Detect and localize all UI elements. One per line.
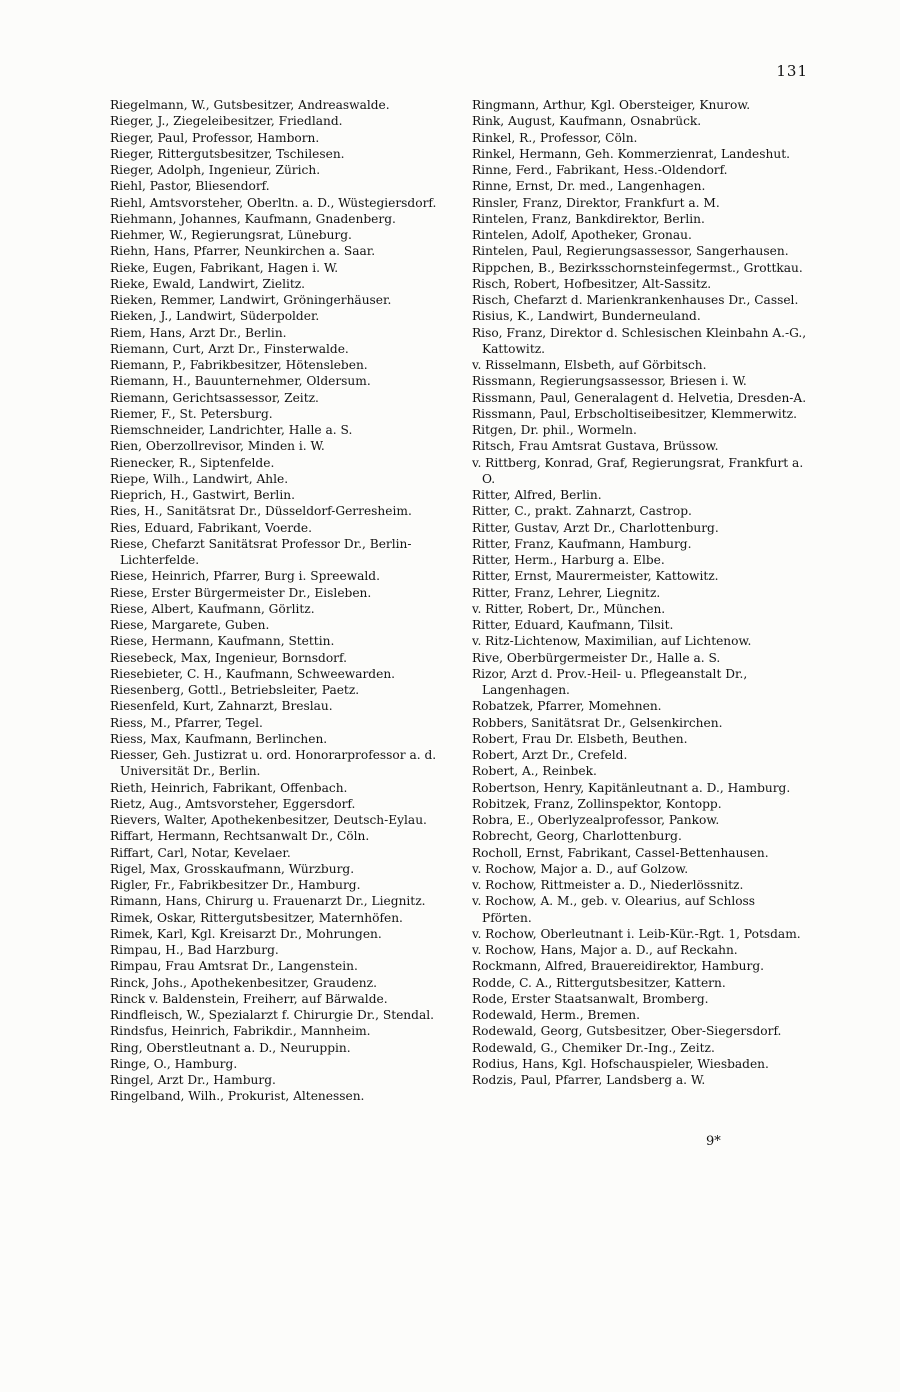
directory-entry: Riehmer, W., Regierungsrat, Lüneburg. (110, 228, 352, 242)
directory-entry: Rieken, J., Landwirt, Süderpolder. (110, 309, 320, 324)
directory-entry: Ritter, Alfred, Berlin. (472, 488, 602, 502)
directory-entry: Ringelband, Wilh., Prokurist, Altenessen. (110, 1089, 365, 1104)
directory-entry: Rissmann, Regierungsassessor, Briesen i. W. (472, 374, 747, 389)
directory-entry: Riesenfeld, Kurt, Zahnarzt, Breslau. (110, 699, 333, 714)
directory-entry: Ries, H., Sanitätsrat Dr., Düsseldorf-Gerresheim. (110, 504, 412, 519)
directory-entry: v. Rochow, Oberleutnant i. Leib-Kür.-Rgt. 1, Potsdam. (472, 926, 801, 941)
directory-entry: Ringe, O., Hamburg. (110, 1056, 238, 1071)
left-column (110, 97, 446, 1105)
directory-entry: Ritsch, Frau Amtsrat Gustava, Brüssow. (472, 439, 719, 454)
directory-entry: Robrecht, Georg, Charlottenburg. (472, 829, 682, 844)
directory-entry: v. Rochow, A. M., geb. v. Olearius, auf Schloss Pförten. (472, 894, 756, 925)
directory-entry: Riese, Chefarzt Sanitätsrat Professor Dr., Berlin-Lichterfelde. (110, 536, 412, 567)
directory-entry: Riesenberg, Gottl., Betriebsleiter, Paetz. (110, 683, 360, 697)
directory-entry: Riehl, Pastor, Bliesendorf. (110, 179, 270, 194)
directory-entry: Ritter, Eduard, Kaufmann, Tilsit. (472, 618, 674, 632)
directory-entry: Riepe, Wilh., Landwirt, Ahle. (110, 471, 289, 486)
directory-entry: Rive, Oberbürgermeister Dr., Halle a. S. (472, 650, 721, 665)
right-column (472, 97, 808, 1088)
directory-entry: Rode, Erster Staatsanwalt, Bromberg. (472, 991, 709, 1006)
directory-entry: Rieprich, H., Gastwirt, Berlin. (110, 488, 295, 502)
directory-entry: Riemann, Gerichtsassessor, Zeitz. (110, 390, 319, 405)
directory-entry: Ritgen, Dr. phil., Wormeln. (472, 423, 637, 437)
directory-entry: Robert, Arzt Dr., Crefeld. (472, 748, 628, 762)
directory-entry: Rieke, Eugen, Fabrikant, Hagen i. W. (110, 260, 339, 275)
directory-entry: Riesser, Geh. Justizrat u. ord. Honorarprofessor a. d. Universität Dr., Berlin. (110, 748, 437, 779)
directory-entry: Riesebeck, Max, Ingenieur, Bornsdorf. (110, 650, 347, 665)
directory-entry: Rissmann, Paul, Generalagent d. Helvetia, Dresden-A. (472, 390, 807, 405)
directory-entry: Rindsfus, Heinrich, Fabrikdir., Mannheim. (110, 1024, 371, 1039)
directory-entry: Riem, Hans, Arzt Dr., Berlin. (110, 325, 287, 340)
directory-entry: Riese, Hermann, Kaufmann, Stettin. (110, 634, 335, 649)
page-signature: 9* (706, 1134, 721, 1149)
directory-entry: Rissmann, Paul, Erbscholtiseibesitzer, Klemmerwitz. (472, 406, 797, 421)
directory-entry: Rieke, Ewald, Landwirt, Zielitz. (110, 276, 306, 291)
directory-entry: Rievers, Walter, Apothekenbesitzer, Deutsch-Eylau. (110, 813, 427, 827)
directory-entry: Robert, Frau Dr. Elsbeth, Beuthen. (472, 731, 688, 746)
directory-entry: Ringmann, Arthur, Kgl. Obersteiger, Knurow. (472, 98, 751, 112)
directory-entry: Ritter, Herm., Harburg a. Elbe. (472, 553, 665, 567)
directory-entry: Riemann, H., Bauunternehmer, Oldersum. (110, 374, 371, 389)
directory-entry: Rinck, Johs., Apothekenbesitzer, Graudenz. (110, 975, 377, 990)
directory-entry: Risch, Robert, Hofbesitzer, Alt-Sassitz. (472, 276, 712, 291)
directory-entry: Riese, Erster Bürgermeister Dr., Eisleben. (110, 585, 372, 600)
directory-entry: Ritter, C., prakt. Zahnarzt, Castrop. (472, 504, 692, 519)
directory-entry: Rodzis, Paul, Pfarrer, Landsberg a. W. (472, 1073, 706, 1087)
directory-entry: v. Rochow, Major a. D., auf Golzow. (472, 861, 689, 876)
directory-entry: Rigel, Max, Grosskaufmann, Würzburg. (110, 861, 355, 876)
directory-entry: Robert, A., Reinbek. (472, 764, 597, 779)
directory-entry: Riemann, P., Fabrikbesitzer, Hötensleben. (110, 358, 368, 372)
directory-entry: v. Rochow, Hans, Major a. D., auf Reckahn. (472, 943, 738, 957)
directory-entry: Rintelen, Franz, Bankdirektor, Berlin. (472, 211, 705, 226)
directory-entry: Robatzek, Pfarrer, Momehnen. (472, 699, 662, 714)
directory-entry: Rinkel, Hermann, Geh. Kommerzienrat, Landeshut. (472, 146, 790, 161)
directory-entry: Rodius, Hans, Kgl. Hofschauspieler, Wiesbaden. (472, 1056, 769, 1071)
directory-entry: Riegelmann, W., Gutsbesitzer, Andreaswalde. (110, 98, 390, 112)
directory-entry: Ritter, Gustav, Arzt Dr., Charlottenburg. (472, 520, 719, 535)
directory-entry: Rieth, Heinrich, Fabrikant, Offenbach. (110, 780, 348, 795)
directory-entry: Rimpau, H., Bad Harzburg. (110, 943, 279, 957)
directory-entry: Rockmann, Alfred, Brauereidirektor, Hamburg. (472, 959, 765, 974)
directory-entry: Robertson, Henry, Kapitänleutnant a. D., Hamburg. (472, 780, 791, 795)
directory-entry: Riemer, F., St. Petersburg. (110, 406, 273, 421)
directory-entry: Riess, Max, Kaufmann, Berlinchen. (110, 731, 328, 746)
directory-entry: v. Ritter, Robert, Dr., München. (472, 601, 666, 616)
directory-entry: Rimpau, Frau Amtsrat Dr., Langenstein. (110, 959, 358, 974)
directory-entry: Rinsler, Franz, Direktor, Frankfurt a. M. (472, 195, 720, 210)
directory-entry: Riemschneider, Landrichter, Halle a. S. (110, 423, 353, 437)
directory-entry: Rippchen, B., Bezirksschornsteinfegermst., Grottkau. (472, 260, 803, 275)
directory-entry: Riffart, Carl, Notar, Kevelaer. (110, 845, 291, 860)
directory-entry: Ritter, Franz, Lehrer, Liegnitz. (472, 585, 661, 600)
directory-entry: Rinne, Ernst, Dr. med., Langenhagen. (472, 179, 706, 194)
directory-entry: Rieger, Adolph, Ingenieur, Zürich. (110, 163, 321, 177)
directory-entry: Riehmann, Johannes, Kaufmann, Gnadenberg. (110, 211, 396, 226)
directory-entry: Rinkel, R., Professor, Cöln. (472, 130, 638, 145)
directory-entry: Rocholl, Ernst, Fabrikant, Cassel-Bettenhausen. (472, 845, 769, 860)
directory-entry: Rien, Oberzollrevisor, Minden i. W. (110, 439, 325, 454)
directory-entry: Ritter, Ernst, Maurermeister, Kattowitz. (472, 569, 719, 584)
directory-entry: Rieken, Remmer, Landwirt, Gröningerhäuser. (110, 293, 392, 307)
directory-entry: v. Rittberg, Konrad, Graf, Regierungsrat, Frankfurt a. O. (472, 455, 804, 486)
directory-entry: Rigler, Fr., Fabrikbesitzer Dr., Hamburg. (110, 878, 361, 892)
directory-entry: Risch, Chefarzt d. Marienkrankenhauses Dr., Cassel. (472, 293, 799, 307)
directory-entry: v. Rochow, Rittmeister a. D., Niederlössnitz. (472, 878, 744, 892)
directory-entry: Rinne, Ferd., Fabrikant, Hess.-Oldendorf. (472, 163, 728, 177)
page-number: 131 (776, 62, 808, 80)
directory-entry: Robra, E., Oberlyzealprofessor, Pankow. (472, 813, 720, 827)
directory-entry: Riess, M., Pfarrer, Tegel. (110, 715, 263, 730)
directory-entry: Rinck v. Baldenstein, Freiherr, auf Bärwalde. (110, 991, 388, 1006)
directory-entry: v. Risselmann, Elsbeth, auf Görbitsch. (472, 358, 707, 372)
directory-entry: Riehn, Hans, Pfarrer, Neunkirchen a. Saar. (110, 244, 376, 259)
directory-entry: Riese, Heinrich, Pfarrer, Burg i. Spreewald. (110, 569, 380, 584)
directory-entry: Riesebieter, C. H., Kaufmann, Schweewarden. (110, 666, 396, 681)
directory-entry: Robitzek, Franz, Zollinspektor, Kontopp. (472, 796, 722, 811)
directory-entry: Rodewald, Georg, Gutsbesitzer, Ober-Siegersdorf. (472, 1024, 782, 1039)
directory-entry: Rimann, Hans, Chirurg u. Frauenarzt Dr., Liegnitz. (110, 894, 426, 909)
directory-entry: Riffart, Hermann, Rechtsanwalt Dr., Cöln. (110, 829, 370, 844)
directory-entry: Rieger, Rittergutsbesitzer, Tschilesen. (110, 146, 345, 161)
directory-entry: Rindfleisch, W., Spezialarzt f. Chirurgie Dr., Stendal. (110, 1008, 435, 1022)
directory-entry: Robbers, Sanitätsrat Dr., Gelsenkirchen. (472, 715, 723, 730)
directory-entry: Rodewald, Herm., Bremen. (472, 1008, 641, 1022)
directory-entry: Rintelen, Adolf, Apotheker, Gronau. (472, 228, 692, 242)
directory-entry: Riso, Franz, Direktor d. Schlesischen Kleinbahn A.-G., Kattowitz. (472, 325, 807, 356)
directory-entry: Rodewald, G., Chemiker Dr.-Ing., Zeitz. (472, 1040, 715, 1055)
directory-entry: Ritter, Franz, Kaufmann, Hamburg. (472, 536, 692, 551)
directory-entry: Ring, Oberstleutnant a. D., Neuruppin. (110, 1040, 351, 1055)
directory-entry: Rimek, Karl, Kgl. Kreisarzt Dr., Mohrungen. (110, 926, 382, 941)
directory-entry: Rizor, Arzt d. Prov.-Heil- u. Pflegeanstalt Dr., Langenhagen. (472, 666, 748, 697)
directory-entry: Ringel, Arzt Dr., Hamburg. (110, 1073, 276, 1087)
directory-entry: Ries, Eduard, Fabrikant, Voerde. (110, 520, 312, 535)
directory-entry: Rodde, C. A., Rittergutsbesitzer, Kattern. (472, 975, 726, 990)
directory-entry: Riemann, Curt, Arzt Dr., Finsterwalde. (110, 341, 349, 356)
directory-entry: Riese, Margarete, Guben. (110, 618, 270, 632)
directory-entry: Rintelen, Paul, Regierungsassessor, Sangerhausen. (472, 244, 789, 259)
directory-entry: Rienecker, R., Siptenfelde. (110, 455, 275, 470)
directory-entry: Rink, August, Kaufmann, Osnabrück. (472, 114, 702, 129)
directory-entry: Risius, K., Landwirt, Bunderneuland. (472, 309, 701, 324)
directory-entry: Rimek, Oskar, Rittergutsbesitzer, Maternhöfen. (110, 910, 403, 925)
directory-entry: Rietz, Aug., Amtsvorsteher, Eggersdorf. (110, 796, 356, 811)
directory-entry: v. Ritz-Lichtenow, Maximilian, auf Lichtenow. (472, 634, 752, 649)
directory-entry: Riese, Albert, Kaufmann, Görlitz. (110, 601, 315, 616)
directory-entry: Rieger, J., Ziegeleibesitzer, Friedland. (110, 114, 343, 129)
directory-entry: Rieger, Paul, Professor, Hamborn. (110, 130, 320, 145)
directory-entry: Riehl, Amtsvorsteher, Oberltn. a. D., Wüstegiersdorf. (110, 195, 437, 210)
